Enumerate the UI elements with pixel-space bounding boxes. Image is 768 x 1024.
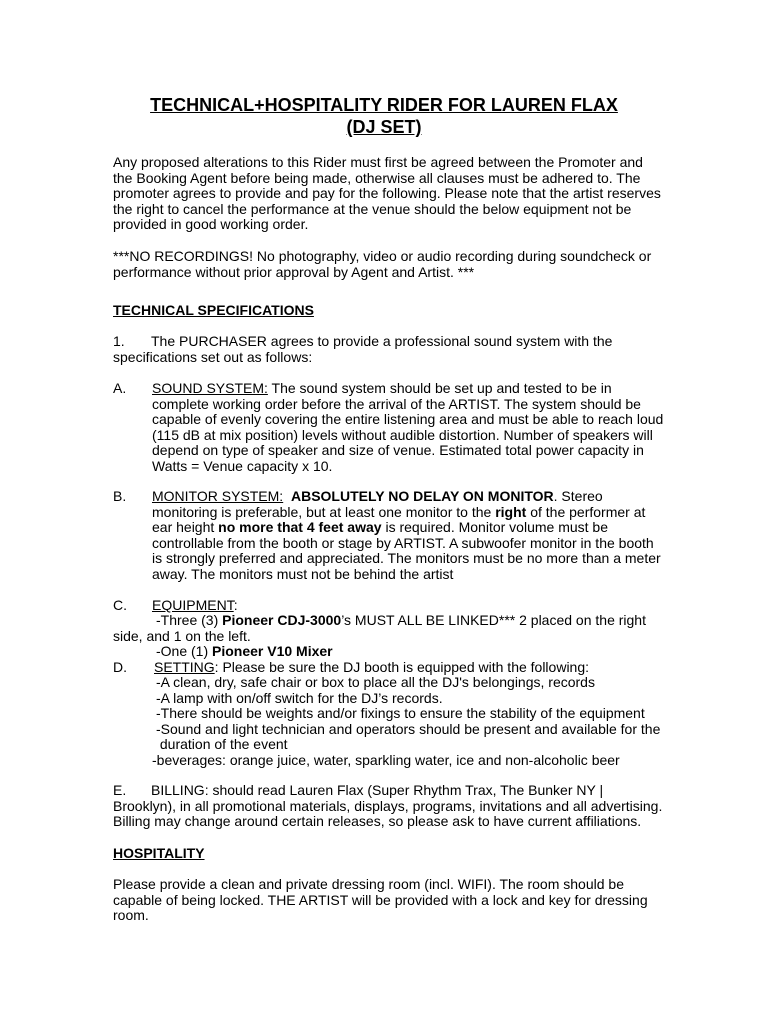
setting-item: -Sound and light technician and operators should be present and available for the (156, 721, 661, 737)
recording-notice: ***NO RECORDINGS! No photography, video or audio recording during soundcheck or performance without prior approval by Agent and Artist. *** (113, 248, 652, 280)
item-1-text: The PURCHASER agrees to provide a professional sound system with the specifications set out as follows: (113, 333, 613, 365)
section-c-label: C. (113, 597, 127, 613)
technical-heading: TECHNICAL SPECIFICATIONS (113, 302, 314, 318)
billing-text: BILLING: should read Lauren Flax (Super Rhythm Trax, The Bunker NY | Brooklyn), in all promotional materials, displays, programs, invitations and all advertising. Billing may change around certain releases, so please ask to have current affiliations. (113, 782, 663, 830)
section-b-text: MONITOR SYSTEM: ABSOLUTELY NO DELAY ON MONITOR. Stereo monitoring is preferable, but at least one monitor to the right of the performer at ear height no more that 4 feet away is required. Monitor volume must be controllable from the booth or stage by ARTIST. A subwoofer monitor in the booth is strongly preferred and appreciated. The monitors must be no more than a meter away. The monitors must not be behind the artist (152, 488, 661, 582)
equipment-mixer-line: -One (1) Pioneer V10 Mixer (156, 643, 333, 659)
section-e-label: E. (113, 782, 127, 798)
section-c-heading-line: EQUIPMENT: (152, 597, 238, 613)
section-b-label: B. (113, 488, 127, 504)
section-d-label: D. (113, 659, 127, 675)
section-a-label: A. (113, 380, 127, 396)
hospitality-heading: HOSPITALITY (113, 845, 205, 861)
cdj-model: Pioneer CDJ-3000 (222, 612, 342, 628)
section-c-heading: EQUIPMENT (152, 597, 234, 613)
hospitality-text: Please provide a clean and private dressing room (incl. WIFI). The room should be capable of being locked. THE ARTIST will be provided with a lock and key for dressing room. (113, 876, 648, 924)
item-1-number: 1. (113, 333, 125, 349)
mixer-model: Pioneer V10 Mixer (212, 643, 333, 659)
setting-beverages: -beverages: orange juice, water, sparkling water, ice and non-alcoholic beer (152, 752, 620, 768)
document-title (100, 94, 668, 138)
section-b-heading: MONITOR SYSTEM: (152, 488, 284, 504)
section-a-text (152, 381, 667, 475)
title-line-2: (DJ SET) (346, 117, 422, 137)
section-a-heading: SOUND SYSTEM: (152, 380, 268, 396)
equipment-cdj-line: -Three (3) Pioneer CDJ-3000’s MUST ALL BE LINKED*** 2 placed on the right (156, 612, 646, 628)
section-d-heading: SETTING (154, 659, 215, 675)
section-d-heading-line: SETTING: Please be sure the DJ booth is equipped with the following: (154, 659, 590, 675)
equipment-cdj-line-2: side, and 1 on the left. (113, 628, 251, 644)
section-a-body: The sound system should be set up and tested to be in complete working order before the arrival of the ARTIST. The system should be capable of evenly covering the entire listening area and must be able to reach loud (115 dB at mix position) levels without audible distortion. Number of speakers will depend on type of speaker and size of venue. Estimated total power capacity in Watts = Venue capacity x 10. (152, 380, 664, 474)
no-delay-notice: ABSOLUTELY NO DELAY ON MONITOR (290, 488, 554, 504)
title-line-1: TECHNICAL+HOSPITALITY RIDER FOR LAUREN FLAX (150, 95, 618, 115)
setting-item: -A clean, dry, safe chair or box to place all the DJ's belongings, records (156, 674, 595, 690)
setting-item: duration of the event (156, 736, 288, 752)
setting-item: -There should be weights and/or fixings to ensure the stability of the equipment (156, 705, 645, 721)
setting-item: -A lamp with on/off switch for the DJ’s records. (156, 690, 443, 706)
intro-paragraph: Any proposed alterations to this Rider must first be agreed between the Promoter and the Booking Agent before being made, otherwise all clauses must be adhered to. The promoter agrees to provide and pay for the following. Please note that the artist reserves the right to cancel the performance at the venue should the below equipment not be provided in good working order. (113, 154, 661, 233)
